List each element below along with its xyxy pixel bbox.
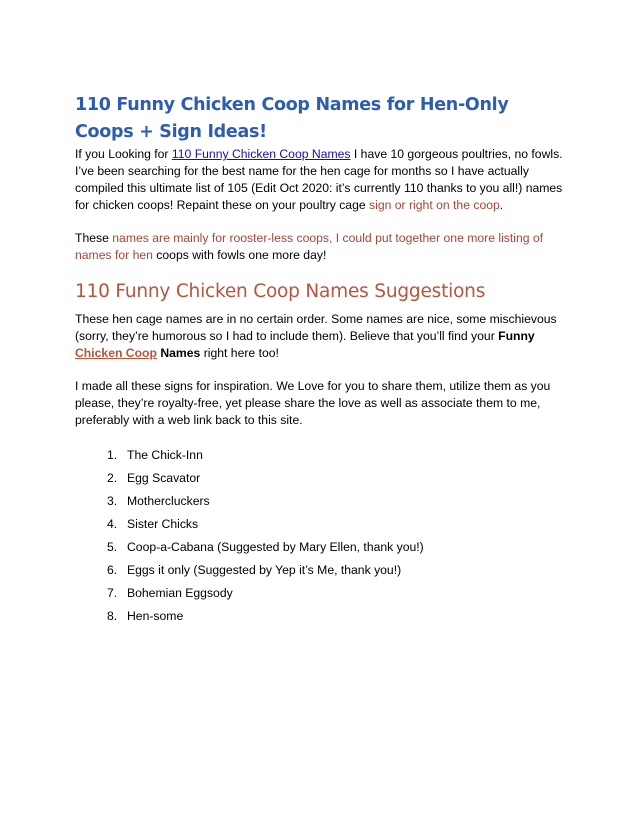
section-heading: 110 Funny Chicken Coop Names Suggestions [75,281,486,302]
list-item-text: Sister Chicks [127,517,199,531]
list-item-text: The Chick-Inn [127,448,203,462]
list-item-text: Hen-some [127,609,184,623]
list-item [107,490,565,513]
list-number: 1. [107,448,118,462]
list-item [107,467,565,490]
bold-names: Names [160,346,201,360]
document-page [75,92,565,628]
list-number: 6. [107,563,118,577]
list-number: 8. [107,609,118,623]
list-item [107,536,565,559]
page-title: 110 Funny Chicken Coop Names for Hen-Only Coops + Sign Ideas! [75,95,509,142]
coop-names-list [75,444,565,628]
intro-paragraph [75,146,565,214]
intro-text-end: . [499,198,504,212]
note-accent-text: names are mainly for rooster-less coops, I could put together one more listing of names for hen [75,231,544,262]
note-text-end: coops with fowls one more day! [152,248,327,262]
list-number: 3. [107,494,118,508]
list-item [107,513,565,536]
funny-coop-names-link[interactable]: 110 Funny Chicken Coop Names [171,147,351,161]
list-number: 4. [107,517,118,531]
list-item [107,605,565,628]
signs-paragraph: I made all these signs for inspiration. We Love for you to share them, utilize them as you please, they’re royalty-free, yet please share the love as well as associate them to me, preferably with a web link back to this site. [75,379,551,427]
list-item [107,559,565,582]
bold-funny: Funny [498,329,535,343]
list-number: 5. [107,540,118,554]
order-text: These hen cage names are in no certain order. Some names are nice, some mischievous (sorry, they’re humorous so I had to include them). Believe that you’ll find your [75,312,557,343]
list-item-text: Egg Scavator [127,471,201,485]
intro-accent-text: sign or right on the coop [369,198,500,212]
note-paragraph [75,230,565,264]
list-item-text: Coop-a-Cabana (Suggested by Mary Ellen, thank you!) [127,540,424,554]
list-item-text: Eggs it only (Suggested by Yep it’s Me, thank you!) [127,563,402,577]
list-item-text: Bohemian Eggsody [127,586,233,600]
list-number: 7. [107,586,118,600]
intro-text-start: If you Looking for [75,147,172,161]
note-text-start: These [75,231,113,245]
order-text-end: right here too! [200,346,279,360]
list-number: 2. [107,471,118,485]
list-item [107,444,565,467]
intro-text-body: I have 10 gorgeous poultries, no fowls. I’ve been searching for the best name for the hen cage for months so I have actually compiled this ultimate list of 105 (Edit Oct 2020: it’s currently 110 thanks to you all!) names for chicken coops! Repaint these on your poultry cage [75,147,563,212]
list-item [107,582,565,605]
chicken-coop-link[interactable]: Chicken Coop [75,346,157,360]
list-item-text: Mothercluckers [127,494,210,508]
order-paragraph [75,311,565,362]
